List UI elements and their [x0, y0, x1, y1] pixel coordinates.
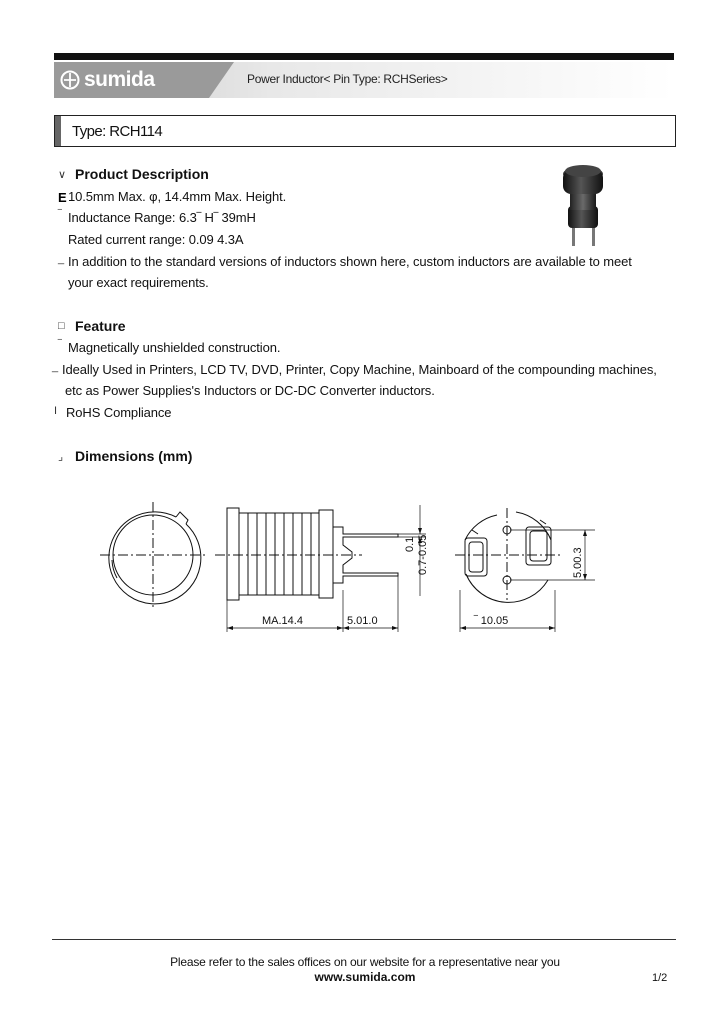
header-top-rule [54, 53, 674, 60]
feature-line: RoHS Compliance [66, 405, 172, 420]
document-title: Power Inductor< Pin Type: RCHSeries> [247, 72, 448, 86]
description-line: In addition to the standard versions of inductors shown here, custom inductors are available to meet [68, 254, 632, 269]
description-line: Rated current range: 0.09 4.3A [68, 232, 244, 247]
feature-line: Magnetically unshielded construction. [68, 340, 281, 355]
page-number: 1/2 [652, 972, 668, 984]
description-line: 10.5mm Max. φ, 14.4mm Max. Height. [68, 189, 287, 204]
dim-pitch-label: 5.00.3 [572, 547, 584, 578]
type-box [54, 115, 676, 147]
list-bullet: _ [58, 253, 65, 265]
footer-rule [52, 939, 676, 940]
feature-line: Ideally Used in Printers, LCD TV, DVD, Printer, Copy Machine, Mainboard of the compounding machines, [62, 362, 657, 377]
dim-gap-label: 0.1 [404, 536, 416, 552]
list-bullet: ‾ [58, 209, 62, 221]
dimension-drawing [95, 495, 595, 640]
product-type: Type: RCH114 [72, 123, 163, 140]
dim-lead-label: 5.01.0 [347, 615, 378, 627]
dim-diameter-label: ‾ 10.05 [474, 615, 509, 627]
list-bullet: ‾ [58, 339, 62, 351]
product-description-heading: Product Description [75, 166, 209, 182]
sumida-logo-icon [60, 70, 80, 90]
description-line: Inductance Range: 6.3‾ H‾ 39mH [68, 210, 256, 225]
list-bullet: _ [52, 361, 59, 373]
section-bullet: ⌟ [58, 451, 64, 463]
list-bullet: I [54, 405, 58, 417]
type-box-accent [55, 116, 61, 146]
page-header [54, 62, 674, 98]
dim-height-label: MA.14.4 [262, 615, 303, 627]
feature-line: etc as Power Supplies's Inductors or DC-DC Converter inductors. [65, 383, 435, 398]
sumida-logo[interactable]: sumida [84, 68, 155, 91]
list-bullet: E [58, 190, 67, 205]
dim-pin-label: 0.7-0.05 [417, 534, 429, 575]
section-bullet: □ [58, 320, 65, 332]
feature-heading: Feature [75, 318, 126, 334]
top-view [100, 502, 206, 608]
footer-website-link[interactable]: www.sumida.com [314, 970, 416, 984]
side-view [215, 505, 426, 600]
section-bullet: ∨ [58, 169, 67, 181]
description-line: your exact requirements. [68, 275, 209, 290]
dimensions-heading: Dimensions (mm) [75, 448, 193, 464]
inductor-photo [558, 160, 608, 248]
footer-notice: Please refer to the sales offices on our website for a representative near you [170, 955, 560, 969]
